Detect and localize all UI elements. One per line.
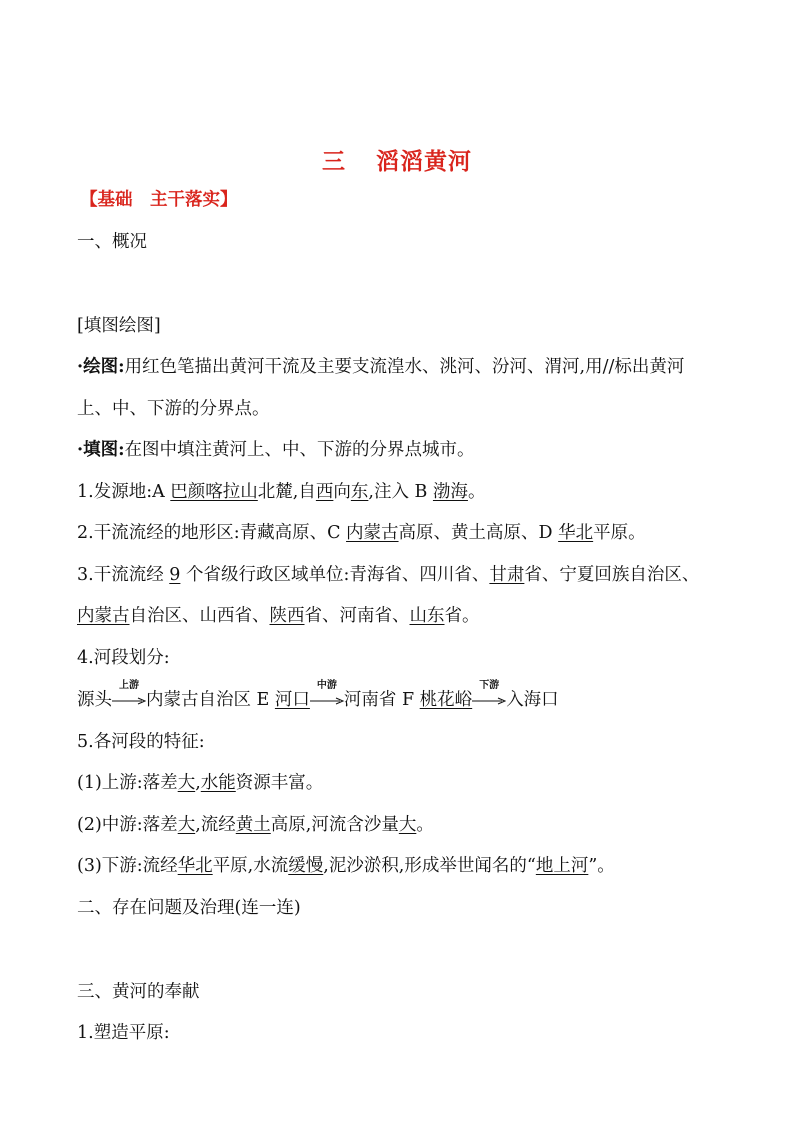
- text: 河南省 F: [343, 690, 420, 710]
- fill-label: 填图:: [83, 440, 125, 460]
- river-segment-flow: [77, 680, 559, 712]
- answer: 桃花峪: [419, 690, 473, 710]
- text: ,泥沙淤积,形成举世闻名的“: [323, 856, 536, 876]
- text: 源头: [77, 690, 112, 710]
- answer: 大: [177, 815, 196, 835]
- question-3-cont: [77, 604, 480, 628]
- arrow-label: 中游: [316, 680, 337, 691]
- text: 平原,水流: [212, 856, 289, 876]
- answer: 华北: [558, 523, 594, 543]
- arrow-icon: [112, 680, 146, 712]
- fill-draw-label: [填图绘图]: [77, 316, 161, 336]
- answer: 水能: [200, 773, 236, 793]
- feature-lower: [77, 854, 615, 878]
- answer: 内蒙古: [346, 523, 399, 543]
- answer: 东: [350, 482, 369, 502]
- text: ,流经: [195, 815, 236, 835]
- answer: 缓慢: [288, 856, 324, 876]
- question-3: [77, 563, 699, 587]
- text: 内蒙古自治区 E: [146, 690, 275, 710]
- answer: 西: [315, 482, 334, 502]
- text: 。: [416, 815, 434, 835]
- section-tag: 【基础 主干落实】: [80, 190, 238, 210]
- draw-instruction-cont: 上、中、下游的分界点。: [77, 399, 270, 419]
- answer: 9: [169, 565, 181, 585]
- answer: 山东: [409, 606, 445, 626]
- text: 省、河南省、: [304, 606, 410, 626]
- text: 省、宁夏回族自治区、: [524, 565, 700, 585]
- bullet: ·: [77, 440, 84, 460]
- answer: 内蒙古: [77, 606, 130, 626]
- answer: 华北: [177, 856, 213, 876]
- text: 自治区、山西省、: [129, 606, 270, 626]
- text: (2)中游:落差: [77, 815, 178, 835]
- text: ,注入 B: [368, 482, 433, 502]
- bullet: ·: [77, 357, 84, 377]
- answer: 河口: [274, 690, 310, 710]
- answer: 陕西: [269, 606, 305, 626]
- fill-text: 在图中填注黄河上、中、下游的分界点城市。: [124, 440, 475, 460]
- arrow-label: 上游: [119, 680, 139, 691]
- heading-problems: 二、存在问题及治理(连一连): [77, 898, 301, 918]
- heading-contributions: 三、黄河的奉献: [77, 982, 200, 1002]
- text: 1.发源地:A: [77, 482, 171, 502]
- text: 2.干流流经的地形区:青藏高原、C: [77, 523, 347, 543]
- question-2: [77, 521, 646, 545]
- text: 资源丰富。: [235, 773, 324, 793]
- arrow-label: 下游: [479, 680, 500, 691]
- text: 入海口: [506, 690, 559, 710]
- text: (3)下游:流经: [77, 856, 178, 876]
- answer: 大: [177, 773, 196, 793]
- text: 个省级行政区域单位:青海省、四川省、: [180, 565, 490, 585]
- text: 。: [467, 482, 486, 502]
- text: (1)上游:落差: [77, 773, 178, 793]
- text: 3.干流流经: [77, 565, 170, 585]
- text: 平原。: [593, 523, 646, 543]
- text: 省。: [444, 606, 480, 626]
- text: 向: [333, 482, 351, 502]
- answer: 地上河: [535, 856, 589, 876]
- draw-label: 绘图:: [83, 357, 125, 377]
- feature-middle: [77, 813, 434, 837]
- text: ”。: [588, 856, 615, 876]
- heading-overview: 一、概况: [77, 232, 147, 252]
- arrow-icon: [472, 680, 506, 712]
- answer: 巴颜喀拉山: [170, 482, 258, 502]
- question-4-title: 4.河段划分:: [77, 648, 170, 668]
- text: 高原,河流含沙量: [270, 815, 399, 835]
- page-title: [0, 143, 794, 176]
- text: 北麓,自: [257, 482, 316, 502]
- feature-upper: [77, 771, 323, 795]
- arrow-icon: [310, 680, 344, 712]
- draw-text: 用红色笔描出黄河干流及主要支流湟水、洮河、汾河、渭河,用//标出黄河: [124, 357, 685, 377]
- title-number: 三: [322, 149, 346, 175]
- answer: 甘肃: [489, 565, 525, 585]
- title-text: 滔滔黄河: [376, 149, 472, 175]
- question-5-title: 5.各河段的特征:: [77, 732, 205, 752]
- answer: 渤海: [432, 482, 468, 502]
- text: ,: [195, 773, 201, 793]
- question-6: 1.塑造平原:: [77, 1023, 170, 1043]
- draw-instruction: [77, 355, 684, 379]
- answer: 黄土: [235, 815, 271, 835]
- question-1: [77, 480, 485, 504]
- fill-instruction: [77, 438, 475, 462]
- answer: 大: [398, 815, 417, 835]
- text: 高原、黄土高原、D: [398, 523, 559, 543]
